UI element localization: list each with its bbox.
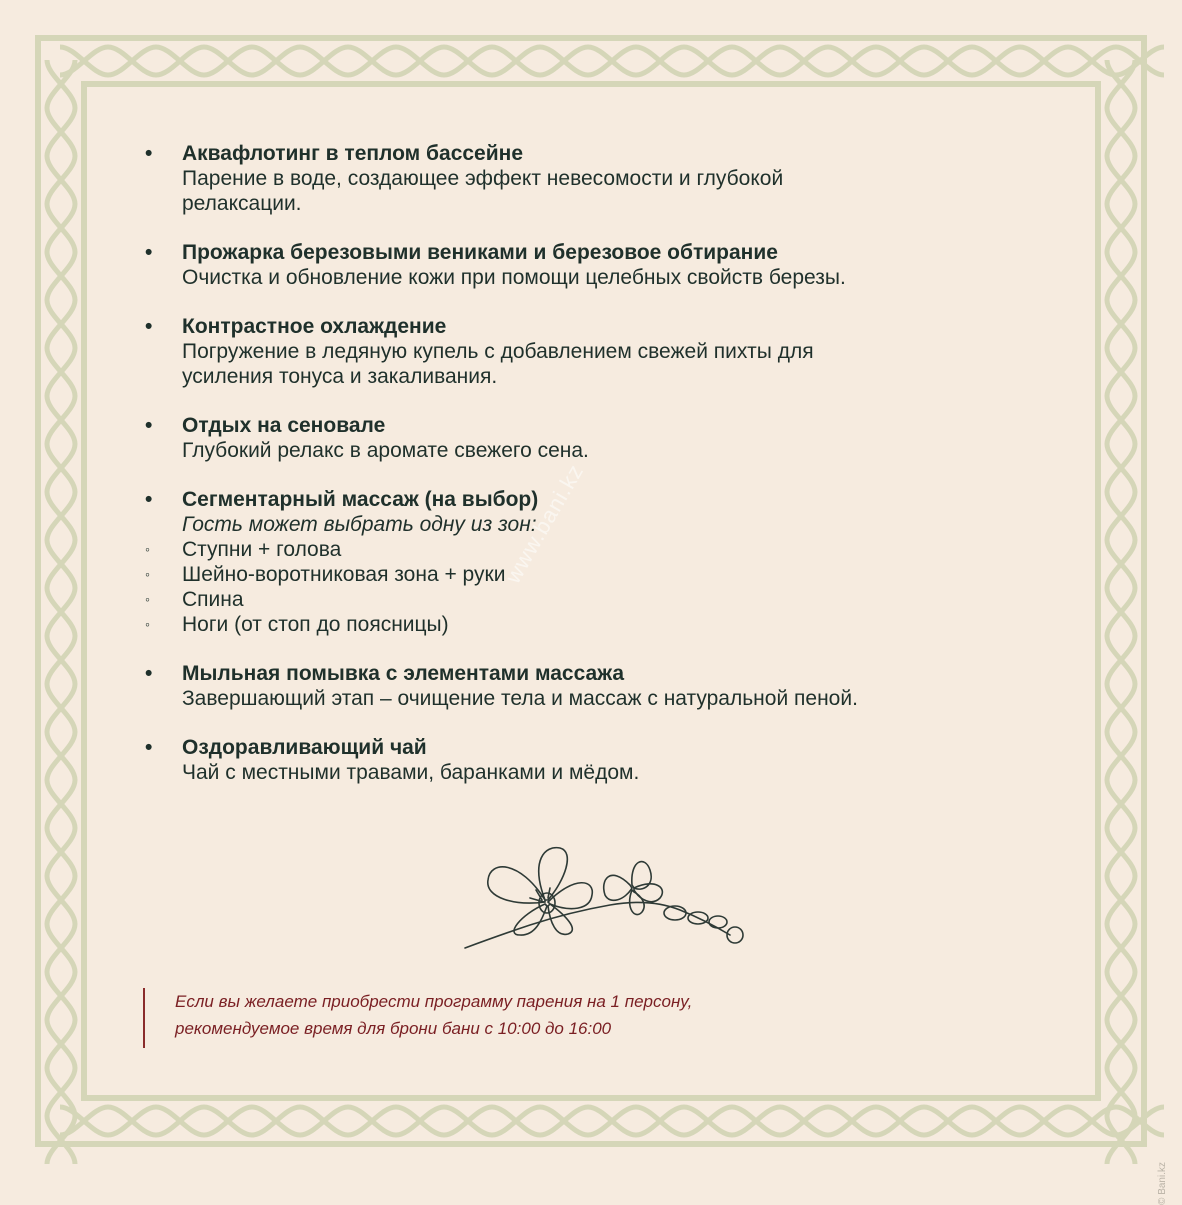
item-title: Прожарка березовыми вениками и березовое обтирание xyxy=(182,241,778,264)
list-item xyxy=(145,141,1045,216)
list-item xyxy=(145,413,1045,463)
item-desc: Глубокий релакс в аромате свежего сена. xyxy=(182,439,589,462)
copyright-text: © Bani.kz xyxy=(1157,1162,1168,1205)
item-title: Сегментарный массаж (на выбор) xyxy=(182,488,539,511)
list-item xyxy=(145,661,1045,711)
item-title: Оздоравливающий чай xyxy=(182,736,427,759)
bullet: • xyxy=(145,414,153,437)
item-title: Отдых на сеновале xyxy=(182,414,386,437)
item-title: Контрастное охлаждение xyxy=(182,315,447,338)
list-item xyxy=(145,735,1045,785)
massage-option: Спина xyxy=(182,588,244,611)
sub-bullet: ◦ xyxy=(145,566,150,582)
item-desc: Очистка и обновление кожи при помощи целебных свойств березы. xyxy=(182,266,846,289)
list-item xyxy=(145,240,1045,290)
watermark: www.bani.kz xyxy=(500,459,589,588)
massage-option: Ноги (от стоп до поясницы) xyxy=(182,613,449,636)
item-desc: релаксации. xyxy=(182,192,302,215)
massage-option: Ступни + голова xyxy=(182,538,342,561)
note-line: Если вы желаете приобрести программу парения на 1 персону, xyxy=(175,992,693,1011)
booking-note xyxy=(143,988,692,1048)
list-item xyxy=(145,314,1045,389)
bullet: • xyxy=(145,315,153,338)
massage-item xyxy=(145,487,1045,637)
sub-bullet: ◦ xyxy=(145,591,150,607)
bullet: • xyxy=(145,488,153,511)
item-title: Аквафлотинг в теплом бассейне xyxy=(182,142,524,165)
item-desc: Погружение в ледяную купель с добавлением свежей пихты для xyxy=(182,340,814,363)
massage-subtitle: Гость может выбрать одну из зон: xyxy=(182,513,537,536)
item-desc: Завершающий этап – очищение тела и массаж с натуральной пеной. xyxy=(182,687,858,710)
bullet: • xyxy=(145,662,153,685)
bullet: • xyxy=(145,736,153,759)
bullet: • xyxy=(145,142,153,165)
orchid-branch-icon xyxy=(460,840,760,955)
massage-option: Шейно-воротниковая зона + руки xyxy=(182,563,506,586)
sub-bullet: ◦ xyxy=(145,616,150,632)
item-desc: Парение в воде, создающее эффект невесомости и глубокой xyxy=(182,167,784,190)
program-list xyxy=(145,141,1045,809)
sub-bullet: ◦ xyxy=(145,541,150,557)
item-desc: Чай с местными травами, баранками и мёдом. xyxy=(182,761,640,784)
bullet: • xyxy=(145,241,153,264)
note-line: рекомендуемое время для брони бани с 10:00 до 16:00 xyxy=(175,1019,612,1038)
item-desc: усиления тонуса и закаливания. xyxy=(182,365,498,388)
item-title: Мыльная помывка с элементами массажа xyxy=(182,662,625,685)
